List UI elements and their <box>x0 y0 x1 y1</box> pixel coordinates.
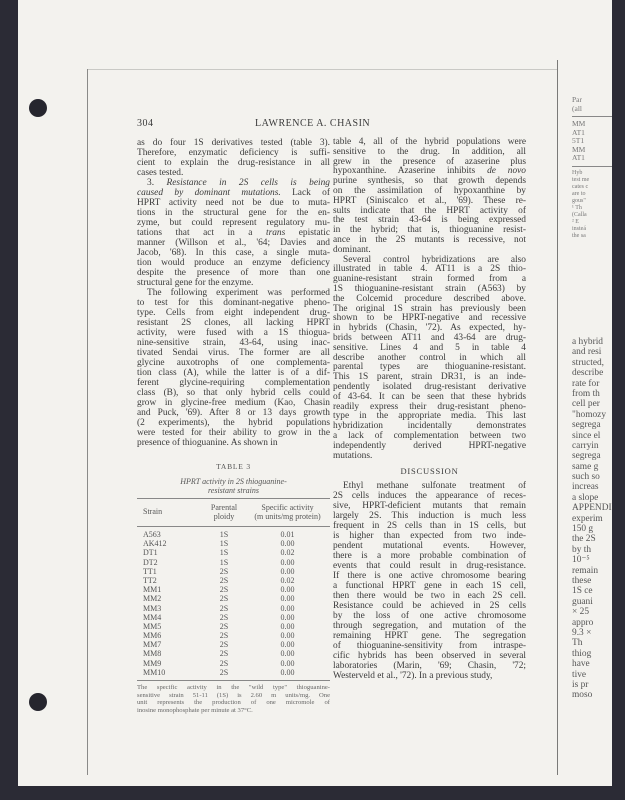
text-line: glycine auxotrophs of one complementa- <box>137 358 330 368</box>
text-line: tion would produce an enzyme deficiency <box>137 258 330 268</box>
table-3 <box>137 462 330 714</box>
text-span: epistatic <box>285 228 330 238</box>
cell-ploidy: 2S <box>219 667 229 677</box>
fragment-rule <box>572 166 612 167</box>
text-line: type in the appropriate media. This last <box>333 411 526 422</box>
cell-strain: DT2 <box>143 557 158 567</box>
fragment-row: AT1 <box>572 127 585 137</box>
cell-strain: MM7 <box>143 640 162 650</box>
text-line: tions in the structural gene for the en- <box>137 208 330 218</box>
text-line: Several control hybridizations are also <box>343 254 526 265</box>
table-caption-line: HPRT activity in 2S thioguanine- <box>180 477 287 486</box>
text-line: shown to be HPRT-negative and recessive <box>333 313 526 324</box>
text-line: The following experiment was performed <box>147 288 330 298</box>
next-page-table-fragment <box>572 96 612 240</box>
fragment-note: insteá <box>572 225 586 232</box>
text-line: zyme, but could represent regulatory mu- <box>137 218 330 228</box>
cell-strain: TT2 <box>143 575 157 585</box>
header-activity <box>245 504 330 521</box>
text-line: tivated Sendai virus. The former are all <box>137 348 330 358</box>
header-activity-line: (m units/mg protein) <box>254 511 321 521</box>
cell-activity: 0.00 <box>280 603 295 613</box>
right-column <box>333 138 526 461</box>
text-line: (2 experiments), the hybrid populations <box>137 418 330 428</box>
cell-strain: MM6 <box>143 631 162 641</box>
next-page-text-fragment <box>572 337 612 701</box>
fragment-line: experim <box>572 513 603 524</box>
cell-activity: 0.00 <box>280 612 295 622</box>
cell-activity: 0.02 <box>280 575 295 585</box>
text-line: Therefore, enzymatic deficiency is suffi- <box>137 148 330 158</box>
text-line: cient to explain the drug-resistance in all <box>137 158 330 168</box>
cell-strain: DT1 <box>143 548 158 558</box>
text-line: pendent mutational events. However, <box>333 541 526 551</box>
fragment-note: (Calla <box>572 211 587 218</box>
fragment-line: × 25 <box>572 607 590 618</box>
table-rule <box>137 680 330 681</box>
table-row <box>137 631 330 640</box>
table-row <box>137 668 330 677</box>
table-row <box>137 558 330 567</box>
text-line: nine-sensitive strain, 43-64, using inac- <box>137 338 330 348</box>
text-line: cific hybrids has been observed in several <box>333 651 526 661</box>
cell-activity: 0.00 <box>280 640 295 650</box>
table-caption-line: resistant strains <box>207 486 260 495</box>
fragment-rule <box>572 116 612 117</box>
text-line: in hybrids (Chasin, '72). As expected, hy- <box>333 323 526 334</box>
text-line: frequent in 2S cells than in 1S cells, but <box>333 521 526 531</box>
cell-strain: MM4 <box>143 612 162 622</box>
text-line: sensitive to the drug. In addition, all <box>333 146 526 157</box>
cell-ploidy: 2S <box>219 621 229 631</box>
fragment-note: the sa <box>572 232 586 239</box>
text-line: in the hybrid; that is, thioguanine resist- <box>333 225 526 236</box>
text-line: guanine-resistant strain formed from a <box>333 274 526 285</box>
fragment-line: from th <box>572 388 600 399</box>
cell-activity: 0.00 <box>280 621 295 631</box>
text-line: of thioguanine-sensitivity from intraspe- <box>333 641 526 651</box>
text-line: table 4, all of the hybrid populations were <box>333 137 526 147</box>
cell-activity: 0.00 <box>280 631 295 641</box>
text-line: This 1S parent, strain DR31, is an inde- <box>333 372 526 383</box>
text-line: the test strain 43-64 is being expressed <box>333 215 526 226</box>
fragment-note: test me <box>572 176 590 183</box>
table-row <box>137 576 330 585</box>
fragment-row: AT1 <box>572 153 585 162</box>
text-line: through segregation, and mutation of the <box>333 621 526 631</box>
text-line: remaining HPRT gene. The segregation <box>333 631 526 641</box>
cell-activity: 0.00 <box>280 566 295 576</box>
cell-ploidy: 2S <box>219 612 229 622</box>
text-line: grew in the presence of azaserine plus <box>333 156 526 167</box>
text-span: 3. <box>147 178 167 188</box>
cell-activity: 0.00 <box>280 667 295 677</box>
text-line: on the assimilation of hypoxanthine by <box>333 185 526 196</box>
header-strain: Strain <box>143 507 163 516</box>
page-edge-left <box>87 69 88 775</box>
cell-ploidy: 2S <box>219 631 229 641</box>
text-line: sults indicate that the HPRT activity of <box>333 205 526 216</box>
fragment-line: structed, <box>572 357 605 368</box>
table-label: TABLE 3 <box>216 462 251 471</box>
cell-activity: 0.01 <box>280 530 295 539</box>
fragment-line: since el <box>572 430 601 441</box>
text-line: by the loss of one active chromosome <box>333 611 526 621</box>
text-line: describe another control in which all <box>333 352 526 363</box>
header-ploidy-line: Parental <box>210 503 238 512</box>
fragment-note: ¹ Th <box>572 204 582 211</box>
text-line <box>137 178 330 188</box>
text-line: a lack of complementation between two <box>333 430 526 441</box>
italic-text: de novo <box>487 166 526 177</box>
table-body <box>137 530 330 677</box>
cell-strain: MM10 <box>143 667 166 677</box>
fragment-line: carryin <box>572 440 599 451</box>
text-line <box>137 228 330 238</box>
fragment-line: increas <box>572 482 599 493</box>
fragment-line: APPENDI <box>572 503 612 514</box>
text-line: parental types are thioguanine-resistant. <box>333 362 526 373</box>
header-ploidy <box>203 504 245 521</box>
text-line: mutations. <box>333 450 373 461</box>
fragment-line: remain <box>572 565 599 576</box>
cell-ploidy: 1S <box>219 539 229 549</box>
text-line: a functional HPRT gene in each 1S cell, <box>333 581 526 591</box>
text-line: If there is one active chromosome bearing <box>333 571 526 581</box>
cell-strain: MM8 <box>143 649 162 659</box>
text-line: as do four 1S derivatives tested (table 3). <box>137 138 330 148</box>
fragment-row: MM <box>572 144 586 154</box>
cell-ploidy: 1S <box>219 548 229 558</box>
text-line: independently derived HPRT-negative <box>333 440 526 451</box>
cell-ploidy: 2S <box>219 640 229 650</box>
cell-activity: 0.00 <box>280 649 295 659</box>
fragment-note: gous" <box>572 197 586 204</box>
table-row <box>137 548 330 557</box>
text-line: sensitive. Lines 4 and 5 in table 4 <box>333 342 526 353</box>
cell-activity: 0.00 <box>280 539 295 549</box>
fragment-line: tive <box>572 669 587 680</box>
fragment-line: 10⁻⁵ <box>572 555 590 566</box>
section-heading-discussion: DISCUSSION <box>400 466 459 476</box>
discussion-column <box>333 481 526 681</box>
text-line <box>137 188 330 198</box>
text-line: of 43-64. It can be seen that these hybrids <box>333 391 526 402</box>
fragment-row: MM <box>572 119 586 128</box>
fragment-line: such so <box>572 472 600 483</box>
page-fold-line <box>557 60 558 775</box>
cell-strain: MM1 <box>143 585 162 595</box>
text-line: brids between AT11 and 43-64 are drug- <box>333 332 526 343</box>
fragment-line: 150 g <box>572 524 594 535</box>
fragment-line: appro <box>572 617 594 628</box>
table-row <box>137 567 330 576</box>
fragment-line: a hybrid <box>572 337 603 347</box>
text-line: ferent glycine-requiring complementation <box>137 378 330 388</box>
fragment-note: ² E <box>572 218 579 225</box>
text-line: Jacob, '68). In this case, a single muta- <box>137 248 330 258</box>
text-line: is higher than expected from two inde- <box>333 531 526 541</box>
table-row <box>137 539 330 548</box>
running-head: LAWRENCE A. CHASIN <box>255 118 371 129</box>
table-rule <box>137 498 330 499</box>
cell-strain: MM5 <box>143 621 162 631</box>
text-span: Lack of <box>280 188 330 198</box>
cell-ploidy: 2S <box>219 575 229 585</box>
text-line: Ethyl methane sulfonate treatment of <box>343 481 526 491</box>
text-line: largely 2S. This induction is much less <box>333 511 526 521</box>
text-line: class (B), so that only hybrid cells could <box>137 388 330 398</box>
italic-text: trans <box>265 228 286 238</box>
cell-activity: 0.00 <box>280 585 295 595</box>
cell-strain: MM9 <box>143 658 162 668</box>
table-row <box>137 613 330 622</box>
table-row <box>137 585 330 594</box>
table-row <box>137 530 330 539</box>
fragment-note: are to <box>572 190 586 197</box>
text-line: the Colcemid procedure described above. <box>333 293 526 304</box>
fragment-line: moso <box>572 690 593 701</box>
fragment-header: (all <box>572 103 582 113</box>
cell-ploidy: 1S <box>219 557 229 567</box>
table-row <box>137 594 330 603</box>
text-line: structural gene for the enzyme. <box>137 278 254 288</box>
footnote-line: unit represents the production of one micromole of <box>137 699 330 707</box>
fragment-row: 5T1 <box>572 136 585 145</box>
text-line: events that could result in drug-resistance. <box>333 561 526 571</box>
fragment-line: same g <box>572 461 599 472</box>
punch-hole-bottom <box>29 693 47 711</box>
text-line: tion class (A), while the latter is of a dif- <box>137 368 330 378</box>
fragment-line: segrega <box>572 451 601 462</box>
text-line: type. Cells from eight independent drug- <box>137 308 330 318</box>
fragment-line: is pr <box>572 679 589 690</box>
cell-strain: MM3 <box>143 603 162 613</box>
table-row <box>137 604 330 613</box>
fragment-line: describe <box>572 368 604 379</box>
cell-activity: 0.00 <box>280 594 295 604</box>
fragment-line: and resi <box>572 347 602 358</box>
text-line: Westerveld et al., '72). In a previous study, <box>333 671 493 681</box>
fragment-line: have <box>572 659 590 670</box>
text-line: illustrated in table 4. AT11 is a 2S thio- <box>333 264 526 275</box>
cell-strain: MM2 <box>143 594 162 604</box>
text-line: laboratories (Marin, '69; Chasin, '72; <box>333 661 526 671</box>
italic-text: Resistance in 2S cells is being <box>166 178 330 188</box>
text-line: and Puck, '69). After 8 or 13 days growth <box>137 408 330 418</box>
italic-text: caused by dominant mutations. <box>137 188 281 198</box>
fragment-note: cates c <box>572 183 589 190</box>
fragment-line: "homozy <box>572 409 607 420</box>
fragment-header: Par <box>572 96 582 104</box>
text-line: ance in the 2S mutants is recessive, not <box>333 234 526 245</box>
table-row <box>137 622 330 631</box>
text-line: to test for this dominant-negative pheno- <box>137 298 330 308</box>
fragment-line: these <box>572 575 592 586</box>
cell-activity: 0.00 <box>280 557 295 567</box>
table-footnote <box>137 684 330 714</box>
text-line: hybridization incidentally demonstrates <box>333 421 526 432</box>
text-line: purine synthesis, so that growth depends <box>333 176 526 187</box>
text-line: 2S cells induces the appearance of reces- <box>333 491 526 501</box>
punch-hole-top <box>29 99 47 117</box>
fragment-line: thiog <box>572 648 592 659</box>
table-row <box>137 640 330 649</box>
text-line: Resistance could be achieved in 2S cells <box>333 601 526 611</box>
text-line: activity, were fused with a 1S thiogua- <box>137 328 330 338</box>
fragment-line: segrega <box>572 420 601 431</box>
page-number: 304 <box>137 118 154 129</box>
text-line: dominant. <box>333 244 371 255</box>
table-row <box>137 659 330 668</box>
page-edge-top <box>88 69 558 70</box>
cell-strain: AK412 <box>143 539 167 549</box>
cell-ploidy: 2S <box>219 585 229 595</box>
table-row <box>137 649 330 658</box>
fragment-line: guani <box>572 596 593 607</box>
table-header <box>137 502 330 523</box>
left-column <box>137 138 330 448</box>
header-activity-line: Specific activity <box>261 503 314 512</box>
cell-ploidy: 2S <box>219 649 229 659</box>
text-line: presence of thioguanine. As shown in <box>137 438 278 448</box>
header-ploidy-line: ploidy <box>213 511 235 521</box>
cell-ploidy: 2S <box>219 594 229 604</box>
text-line: were tested for their ability to grow in the <box>137 428 330 438</box>
text-line: pendently isolated drug-resistant derivative <box>333 381 526 392</box>
text-line: grow in glycine-free medium (Kao, Chasin <box>137 398 330 408</box>
text-span: hypoxanthine. Azaserine inhibits <box>333 166 488 177</box>
cell-strain: TT1 <box>143 566 157 576</box>
cell-ploidy: 2S <box>219 603 229 613</box>
fragment-line: Th <box>572 638 583 649</box>
text-line: 1S thioguanine-resistant strain (A563) by <box>333 283 526 294</box>
footnote-line: inosine monophosphate per minute at 37°C. <box>137 706 253 714</box>
text-line: cases tested. <box>137 168 184 178</box>
text-line: manner (Willson et al., '64; Davies and <box>137 238 330 248</box>
text-line: readily express their drug-resistant pheno- <box>333 401 526 412</box>
cell-ploidy: 1S <box>219 530 229 539</box>
text-line: despite the presence of more than one <box>137 268 330 278</box>
fragment-line: the 2S <box>572 534 596 545</box>
text-line: there is a more probable combination of <box>333 551 526 561</box>
text-line: The original 1S strain has previously been <box>333 303 526 314</box>
fragment-line: cell per <box>572 399 600 410</box>
fragment-note: Hyb <box>572 169 583 176</box>
footnote-line: sensitive strain 51-11 (1S) is 2.60 m units/mg. One <box>137 691 330 699</box>
cell-ploidy: 2S <box>219 566 229 576</box>
fragment-line: 1S ce <box>572 586 593 597</box>
text-span: tations that act in a <box>137 228 266 238</box>
fragment-line: a slope <box>572 492 599 503</box>
cell-activity: 0.02 <box>280 548 295 558</box>
text-line: HPRT activity need not be due to muta- <box>137 198 330 208</box>
text-line: resistant 2S clones, all lacking HPRT <box>137 318 330 328</box>
text-line: HPRT (Siniscalco et al., '69). These re- <box>333 195 526 206</box>
text-line: then there would be two in each 2S cell. <box>333 591 526 601</box>
cell-strain: A563 <box>143 530 161 539</box>
footnote-line: The specific activity in the "wild type" thioguanine- <box>137 684 330 691</box>
fragment-line: by th <box>572 544 592 555</box>
cell-ploidy: 2S <box>219 658 229 668</box>
fragment-line: rate for <box>572 378 600 389</box>
table-rule <box>137 526 330 527</box>
cell-activity: 0.00 <box>280 658 295 668</box>
text-line: sive, HPRT-deficient mutants that remain <box>333 501 526 511</box>
fragment-line: 9.3 × <box>572 627 592 638</box>
